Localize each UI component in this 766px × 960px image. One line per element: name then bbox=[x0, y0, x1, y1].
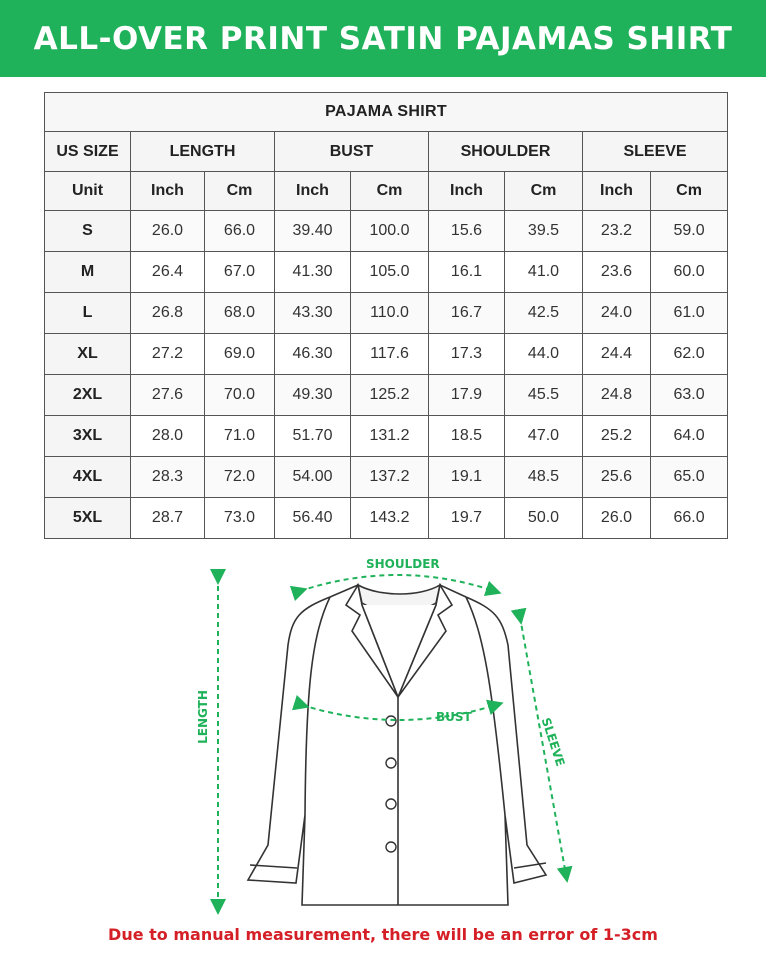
value-cell: 45.5 bbox=[505, 375, 583, 416]
shoulder-label: SHOULDER bbox=[366, 557, 440, 571]
value-cell: 41.30 bbox=[275, 252, 351, 293]
size-cell: 3XL bbox=[45, 416, 131, 457]
value-cell: 54.00 bbox=[275, 457, 351, 498]
value-cell: 137.2 bbox=[351, 457, 429, 498]
size-cell: 2XL bbox=[45, 375, 131, 416]
table-title: PAJAMA SHIRT bbox=[45, 93, 728, 132]
value-cell: 69.0 bbox=[205, 334, 275, 375]
value-cell: 56.40 bbox=[275, 498, 351, 539]
value-cell: 131.2 bbox=[351, 416, 429, 457]
size-chart-table bbox=[44, 92, 728, 539]
value-cell: 65.0 bbox=[651, 457, 728, 498]
value-cell: 43.30 bbox=[275, 293, 351, 334]
value-cell: 66.0 bbox=[651, 498, 728, 539]
value-cell: 73.0 bbox=[205, 498, 275, 539]
header-length: LENGTH bbox=[131, 132, 275, 172]
value-cell: 19.1 bbox=[429, 457, 505, 498]
value-cell: 41.0 bbox=[505, 252, 583, 293]
value-cell: 19.7 bbox=[429, 498, 505, 539]
value-cell: 17.3 bbox=[429, 334, 505, 375]
bust-label: BUST bbox=[436, 710, 472, 724]
value-cell: 26.4 bbox=[131, 252, 205, 293]
value-cell: 48.5 bbox=[505, 457, 583, 498]
value-cell: 17.9 bbox=[429, 375, 505, 416]
size-cell: 4XL bbox=[45, 457, 131, 498]
value-cell: 50.0 bbox=[505, 498, 583, 539]
table-row bbox=[45, 211, 728, 252]
value-cell: 110.0 bbox=[351, 293, 429, 334]
value-cell: 27.2 bbox=[131, 334, 205, 375]
value-cell: 28.0 bbox=[131, 416, 205, 457]
header-sleeve: SLEEVE bbox=[583, 132, 728, 172]
sleeve-label: SLEEVE bbox=[538, 715, 568, 769]
table-row bbox=[45, 457, 728, 498]
value-cell: 28.7 bbox=[131, 498, 205, 539]
table-row bbox=[45, 375, 728, 416]
size-cell: XL bbox=[45, 334, 131, 375]
value-cell: 26.0 bbox=[583, 498, 651, 539]
measurement-diagram bbox=[0, 545, 766, 925]
unit-cm: Cm bbox=[205, 172, 275, 211]
value-cell: 60.0 bbox=[651, 252, 728, 293]
value-cell: 143.2 bbox=[351, 498, 429, 539]
value-cell: 15.6 bbox=[429, 211, 505, 252]
value-cell: 24.0 bbox=[583, 293, 651, 334]
unit-inch: Inch bbox=[583, 172, 651, 211]
value-cell: 72.0 bbox=[205, 457, 275, 498]
unit-cm: Cm bbox=[351, 172, 429, 211]
length-label: LENGTH bbox=[195, 690, 210, 744]
value-cell: 51.70 bbox=[275, 416, 351, 457]
table-row bbox=[45, 252, 728, 293]
value-cell: 63.0 bbox=[651, 375, 728, 416]
value-cell: 42.5 bbox=[505, 293, 583, 334]
unit-inch: Inch bbox=[275, 172, 351, 211]
value-cell: 47.0 bbox=[505, 416, 583, 457]
value-cell: 25.6 bbox=[583, 457, 651, 498]
measurement-note: Due to manual measurement, there will be an error of 1-3cm bbox=[108, 925, 658, 944]
size-cell: 5XL bbox=[45, 498, 131, 539]
value-cell: 49.30 bbox=[275, 375, 351, 416]
value-cell: 125.2 bbox=[351, 375, 429, 416]
shirt-illustration bbox=[0, 545, 766, 925]
value-cell: 26.8 bbox=[131, 293, 205, 334]
value-cell: 18.5 bbox=[429, 416, 505, 457]
size-header: US SIZE bbox=[45, 132, 131, 172]
value-cell: 46.30 bbox=[275, 334, 351, 375]
page-title: ALL-OVER PRINT SATIN PAJAMAS SHIRT bbox=[33, 20, 733, 57]
table-row bbox=[45, 293, 728, 334]
size-cell: M bbox=[45, 252, 131, 293]
value-cell: 64.0 bbox=[651, 416, 728, 457]
title-banner bbox=[0, 0, 766, 77]
shoulder-arrow bbox=[300, 575, 494, 591]
value-cell: 59.0 bbox=[651, 211, 728, 252]
value-cell: 23.6 bbox=[583, 252, 651, 293]
value-cell: 61.0 bbox=[651, 293, 728, 334]
button-icon bbox=[386, 716, 396, 726]
unit-inch: Inch bbox=[429, 172, 505, 211]
value-cell: 26.0 bbox=[131, 211, 205, 252]
shirt-outline bbox=[248, 585, 546, 905]
value-cell: 62.0 bbox=[651, 334, 728, 375]
value-cell: 117.6 bbox=[351, 334, 429, 375]
value-cell: 16.7 bbox=[429, 293, 505, 334]
value-cell: 105.0 bbox=[351, 252, 429, 293]
table-row bbox=[45, 498, 728, 539]
table-row bbox=[45, 416, 728, 457]
header-bust: BUST bbox=[275, 132, 429, 172]
button-icon bbox=[386, 758, 396, 768]
button-icon bbox=[386, 842, 396, 852]
value-cell: 23.2 bbox=[583, 211, 651, 252]
value-cell: 71.0 bbox=[205, 416, 275, 457]
table-row bbox=[45, 334, 728, 375]
unit-inch: Inch bbox=[131, 172, 205, 211]
unit-cm: Cm bbox=[505, 172, 583, 211]
value-cell: 39.40 bbox=[275, 211, 351, 252]
value-cell: 68.0 bbox=[205, 293, 275, 334]
value-cell: 70.0 bbox=[205, 375, 275, 416]
value-cell: 39.5 bbox=[505, 211, 583, 252]
value-cell: 100.0 bbox=[351, 211, 429, 252]
unit-label: Unit bbox=[45, 172, 131, 211]
value-cell: 25.2 bbox=[583, 416, 651, 457]
value-cell: 16.1 bbox=[429, 252, 505, 293]
value-cell: 27.6 bbox=[131, 375, 205, 416]
size-cell: S bbox=[45, 211, 131, 252]
size-cell: L bbox=[45, 293, 131, 334]
unit-cm: Cm bbox=[651, 172, 728, 211]
value-cell: 24.4 bbox=[583, 334, 651, 375]
button-icon bbox=[386, 799, 396, 809]
value-cell: 66.0 bbox=[205, 211, 275, 252]
value-cell: 24.8 bbox=[583, 375, 651, 416]
value-cell: 28.3 bbox=[131, 457, 205, 498]
header-shoulder: SHOULDER bbox=[429, 132, 583, 172]
value-cell: 44.0 bbox=[505, 334, 583, 375]
value-cell: 67.0 bbox=[205, 252, 275, 293]
